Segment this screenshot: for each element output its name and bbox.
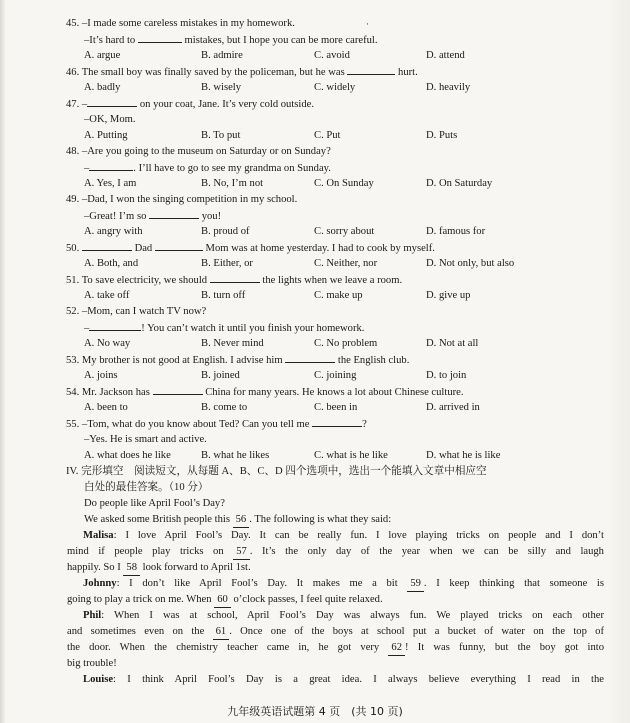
blank-57: 57 [233,545,250,560]
answer-blank [153,385,203,395]
question-54-option-d: D. arrived in [426,402,480,413]
phil-line-1: Phil: When I was at school, April Fool’s Day was always fun. We played tricks on each other [83,610,604,621]
answer-blank [138,33,182,43]
answer-blank [312,417,362,427]
question-46-option-d: D. heavily [426,82,471,93]
malisa-line-2: mind if people play tricks on 57 . It’s the only day of the year when we can be silly and laugh [67,545,604,560]
question-48-reply: – . I’ll have to go to see my grandma on Sunday. [84,163,331,174]
speaker-johnny: Johnny [83,578,117,589]
answer-blank [89,321,141,331]
question-54-stem: 54. Mr. Jackson has China for many years. He knows a lot about Chinese culture. [66,387,464,398]
question-54-option-a: A. been to [84,402,128,413]
question-53-option-b: B. joined [201,370,240,381]
answer-blank [149,209,199,219]
page-edge-shadow [0,0,6,723]
question-47-stem: 47. – on your coat, Jane. It’s very cold outside. [66,99,315,110]
question-47-reply: –OK, Mom. [84,114,136,125]
question-49-option-c: C. sorry about [314,226,375,237]
question-50-option-d: D. Not only, but also [426,258,515,269]
phil-line-3: the door. When the chemistry teacher came in, he got very 62 ! It was funny, but the boy got into [67,641,604,656]
question-48-option-a: A. Yes, I am [84,178,137,189]
answer-blank [210,273,260,283]
question-51-option-c: C. make up [314,290,363,301]
answer-blank [347,65,395,75]
page-edge-right [608,0,630,723]
question-50-option-a: A. Both, and [84,258,139,269]
question-51-option-d: D. give up [426,290,471,301]
malisa-line-3: happily. So I 58 look forward to April 1st. [67,561,251,576]
section-heading: IV. 完形填空 阅读短文，从每题 A、B、C、D 四个选项中，选出一个能填入文章中相应空 [66,466,487,477]
phil-line-2: and sometimes even on the 61 . Once one of the boys at school put a bucket of water on the top of [67,625,604,640]
question-51-stem: 51. To save electricity, we should the lights when we leave a room. [66,275,403,286]
question-45-option-d: D. attend [426,50,465,61]
answer-blank [285,353,335,363]
speaker-malisa: Malisa [83,530,114,541]
johnny-line-2: going to play a trick on me. When 60 o’clock passes, I feel quite relaxed. [67,593,383,608]
question-49-stem: 49. –Dad, I won the singing competition in my school. [66,194,298,205]
answer-blank [89,161,133,171]
question-55-option-a: A. what does he like [84,450,171,461]
blank-62: 62 [388,641,405,656]
blank-59: 59 [407,577,424,592]
blank-61: 61 [213,625,230,640]
question-50-option-b: B. Either, or [201,258,253,269]
johnny-line-1: Johnny: I don’t like April Fool’s Day. It makes me a bit 59 . I keep thinking that someone is [83,577,604,592]
question-49-option-a: A. angry with [84,226,143,237]
question-46-option-a: A. badly [84,82,121,93]
question-49-reply: –Great! I’m so you! [84,211,222,222]
louise-line-1: Louise: I think April Fool’s Day is a great idea. I always believe everything I read in the [83,674,604,685]
question-45-stem: 45. –I made some careless mistakes in my homework. [66,18,295,29]
question-52-option-d: D. Not at all [426,338,479,349]
speaker-phil: Phil [83,610,102,621]
question-55-option-c: C. what is he like [314,450,388,461]
question-53-option-c: C. joining [314,370,357,381]
stray-mark: · [366,19,369,29]
question-47-option-b: B. To put [201,130,241,141]
question-55-option-d: D. what he is like [426,450,501,461]
question-55-option-b: B. what he likes [201,450,270,461]
question-46-option-c: C. widely [314,82,356,93]
question-48-stem: 48. –Are you going to the museum on Saturday or on Sunday? [66,146,331,157]
question-47-option-d: D. Puts [426,130,458,141]
answer-blank [155,241,203,251]
question-55-stem: 55. –Tom, what do you know about Ted? Can you tell me ? [66,419,367,430]
question-54-option-b: B. come to [201,402,248,413]
speaker-louise: Louise [83,674,114,685]
answer-blank [87,97,137,107]
phil-line-4: big trouble! [67,658,117,669]
question-53-option-a: A. joins [84,370,118,381]
question-47-option-c: C. Put [314,130,341,141]
question-52-stem: 52. –Mom, can I watch TV now? [66,306,207,317]
malisa-line-1: Malisa: I love April Fool’s Day. It can be really fun. I love playing tricks on people and I don’t [83,530,604,541]
question-52-option-c: C. No problem [314,338,378,349]
question-54-option-c: C. been in [314,402,358,413]
question-49-option-b: B. proud of [201,226,250,237]
question-46-option-b: B. wisely [201,82,242,93]
passage-title: Do people like April Fool’s Day? [84,498,225,509]
question-49-option-d: D. famous for [426,226,486,237]
question-48-option-d: D. On Saturday [426,178,493,189]
question-45-option-c: C. avoid [314,50,350,61]
question-53-stem: 53. My brother is not good at English. I advise him the English club. [66,355,410,366]
section-heading-cont: 白处的最佳答案。（10 分） [84,482,209,493]
page-footer: 九年级英语试题第 4 页 (共 10 页) [227,705,403,718]
question-48-option-c: C. On Sunday [314,178,374,189]
question-51-option-a: A. take off [84,290,130,301]
question-55-reply: –Yes. He is smart and active. [84,434,207,445]
question-45-option-b: B. admire [201,50,243,61]
question-50-stem: 50. Dad Mom was at home yesterday. I had to cook by myself. [66,243,435,254]
question-53-option-d: D. to join [426,370,467,381]
question-52-option-b: B. Never mind [201,338,264,349]
question-46-stem: 46. The small boy was finally saved by the policeman, but he was hurt. [66,67,418,78]
passage-intro: We asked some British people this 56 . The following is what they said: [84,513,391,528]
question-48-option-b: B. No, I’m not [201,178,264,189]
question-45-option-a: A. argue [84,50,121,61]
answer-blank [82,241,132,251]
question-47-option-a: A. Putting [84,130,128,141]
question-52-option-a: A. No way [84,338,131,349]
question-45-line2: –It’s hard to mistakes, but I hope you can be more careful. [84,35,378,46]
blank-56: 56 [233,513,250,528]
blank-60: 60 [214,593,231,608]
question-50-option-c: C. Neither, nor [314,258,378,269]
blank-58: 58 [123,561,140,576]
question-51-option-b: B. turn off [201,290,246,301]
question-52-reply: – ! You can’t watch it until you finish your homework. [84,323,365,334]
